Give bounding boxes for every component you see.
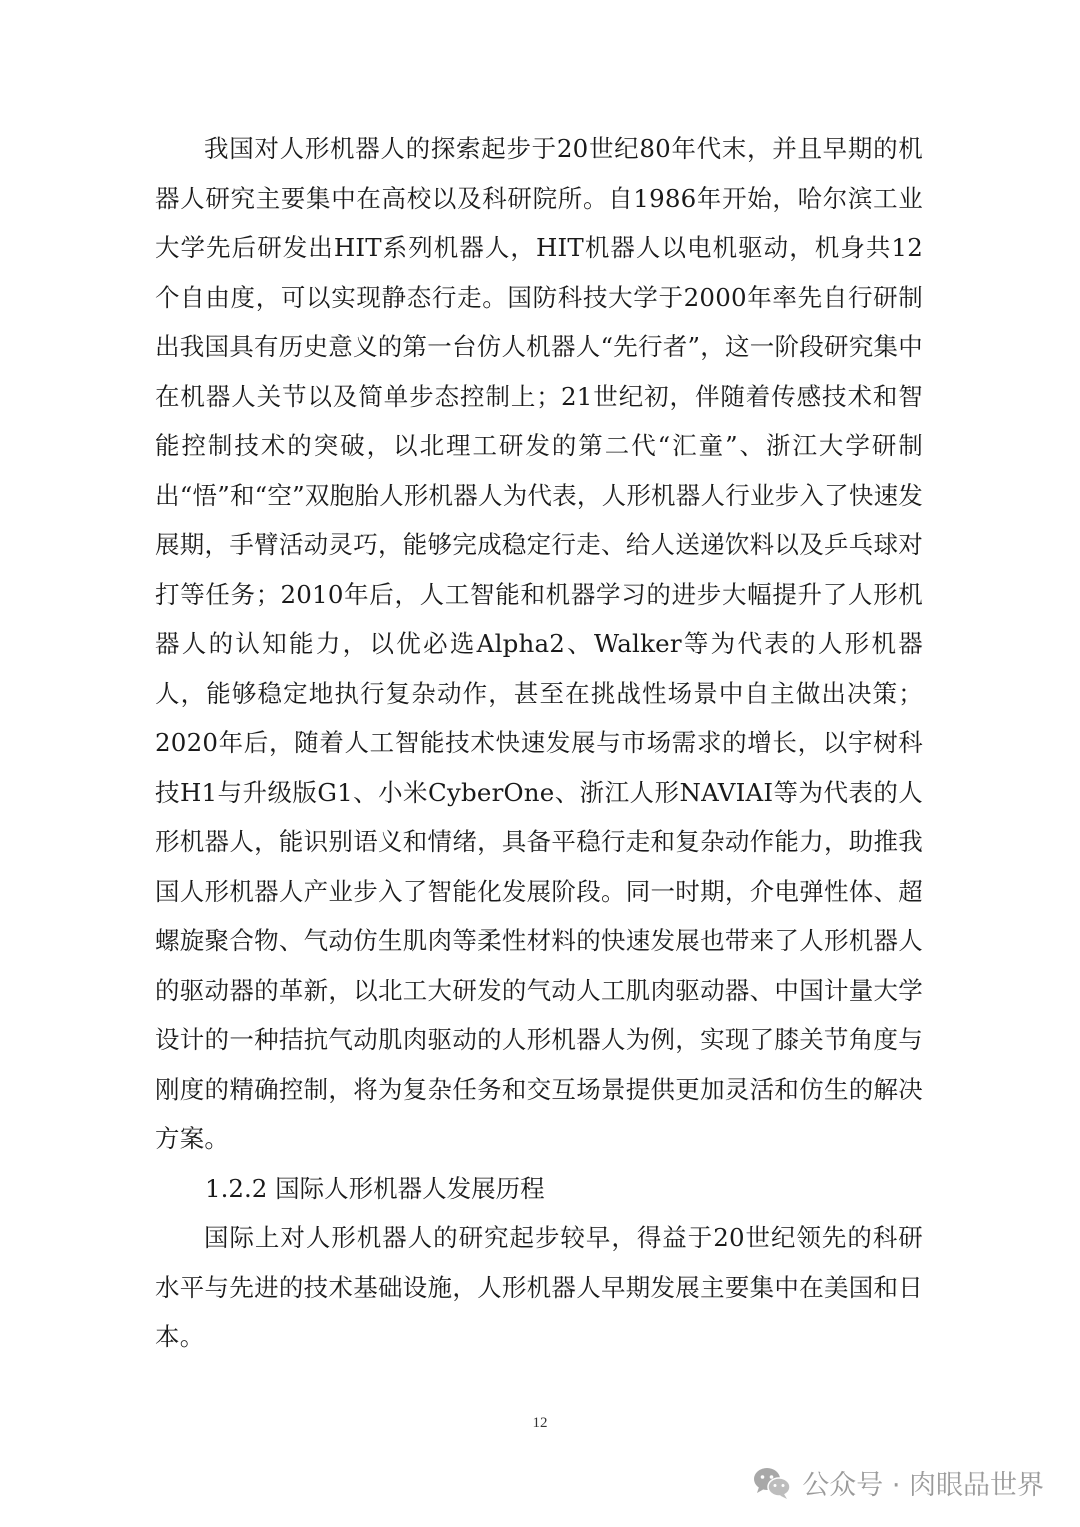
page-number: 12 — [532, 1415, 548, 1431]
body-paragraph: 国际上对人形机器人的研究起步较早，得益于20世纪领先的科研水平与先进的技术基础设施，人形机器人早期发展主要集中在美国和日本。 — [155, 1223, 923, 1351]
section-heading: 1.2.2 国际人形机器人发展历程 — [205, 1173, 545, 1203]
page-content — [155, 124, 923, 1362]
wechat-icon — [752, 1466, 792, 1500]
watermark — [752, 1463, 1044, 1502]
body-paragraph: 我国对人形机器人的探索起步于20世纪80年代末，并且早期的机器人研究主要集中在高校以及科研院所。自1986年开始，哈尔滨工业大学先后研发出HIT系列机器人，HIT机器人以电机驱动，机身共12个自由度，可以实现静态行走。国防科技大学于2000年率先自行研制出我国具有历史意义的第一台仿人机器人“先行者”，这一阶段研究集中在机器人关节以及简单步态控制上；21世纪初，伴随着传感技术和智能控制技术的突破，以北理工研发的第二代“汇童”、浙江大学研制出“悟”和“空”双胞胎人形机器人为代表，人形机器人行业步入了快速发展期，手臂活动灵巧，能够完成稳定行走、给人送递饮料以及乒乓球对打等任务；2010年后，人工智能和机器学习的进步大幅提升了人形机器人的认知能力，以优必选Alpha2、Walker等为代表的人形机器人，能够稳定地执行复杂动作，甚至在挑战性场景中自主做出决策；2020年后，随着人工智能技术快速发展与市场需求的增长，以宇树科技H1与升级版G1、小米CyberOne、浙江人形NAVIAI等为代表的人形机器人，能识别语义和情绪，具备平稳行走和复杂动作能力，助推我国人形机器人产业步入了智能化发展阶段。同一时期，介电弹性体、超螺旋聚合物、气动仿生肌肉等柔性材料的快速发展也带来了人形机器人的驱动器的革新，以北工大研发的气动人工肌肉驱动器、中国计量大学设计的一种拮抗气动肌肉驱动的人形机器人为例，实现了膝关节角度与刚度的精确控制，将为复杂任务和交互场景提供更加灵活和仿生的解决方案。 — [155, 134, 923, 1153]
watermark-text: 公众号 · 肉眼品世界 — [802, 1470, 1044, 1501]
